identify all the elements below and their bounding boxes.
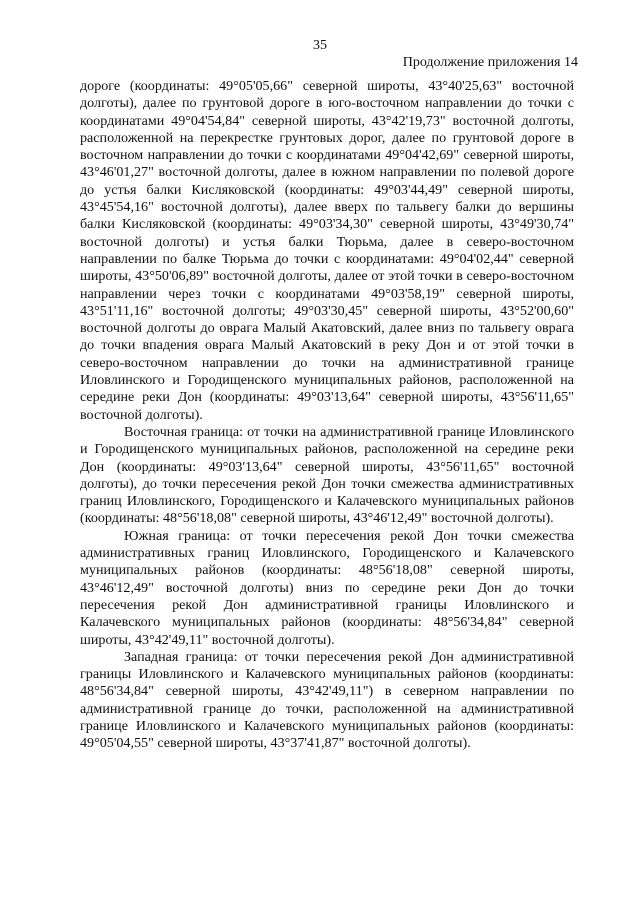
paragraph-eastern-boundary: Восточная граница: от точки на административной границе Иловлинского и Городищенского муниципальных районов, расположенной на середине реки Дон (координаты: 49°03'13,64" северной широты, 43°56'11,65" восточной долготы), до точки пересечения рекой Дон точки смежества административных границ Иловлинского, Городищенского и Калачевского муниципальных районов (координаты: 48°56'18,08" северной широты, 43°46'12,49" восточной долготы). xyxy=(80,423,574,527)
page-number: 35 xyxy=(313,38,327,53)
paragraph-northern-boundary-continuation: дороге (координаты: 49°05'05,66" северной широты, 43°40'25,63" восточной долготы), далее по грунтовой дороге в юго-восточном направлении до точки с координатами 49°04'54,84" северной широты, 43°42'19,73" восточной долготы, расположенной на перекрестке грунтовых дорог, далее по грунтовой дороге в восточном направлении до точки с координатами 49°04'42,69" северной широты, 43°46'01,27" восточной долготы, далее в южном направлении по полевой дороге до устья балки Кисляковской (координаты: 49°03'44,49" северной широты, 43°45'54,16" восточной долготы), далее вверх по тальвегу балки до вершины балки Кисляковской (координаты: 49°03'34,30" северной широты, 43°49'30,74" восточной долготы) и устья балки Тюрьма, далее в северо-восточном направлении по балке Тюрьма до точки с координатами: 49°04'02,44" северной широты, 43°50'06,89" восточной долготы, далее от этой точки в северо-восточном направлении через точки с координатами 49°03'58,19" северной широты, 43°51'11,16" восточной долготы; 49°03'30,45" северной широты, 43°52'00,60" восточной долготы до оврага Малый Акатовский, далее вниз по тальвегу оврага до точки впадения оврага Малый Акатовский в реку Дон и от этой точки в северо-восточном направлении до точки на административной границе Иловлинского и Городищенского муниципальных районов, расположенной на середине реки Дон (координаты: 49°03'13,64" северной широты, 43°56'11,65" восточной долготы). xyxy=(80,78,574,423)
paragraph-western-boundary: Западная граница: от точки пересечения рекой Дон административной границы Иловлинского и Калачевского муниципальных районов (координаты: 48°56'34,84" северной широты, 43°42'49,11") в северном направлении по административной границе до точки, расположенной на административной границе Иловлинского и Калачевского муниципальных районов (координаты: 49°05'04,55" северной широты, 43°37'41,87" восточной долготы). xyxy=(80,648,574,752)
appendix-continuation-label: Продолжение приложения 14 xyxy=(402,55,578,70)
document-body xyxy=(80,78,574,753)
paragraph-southern-boundary: Южная граница: от точки пересечения рекой Дон точки смежества административных границ Иловлинского, Городищенского и Калачевского муниципальных районов (координаты: 48°56'18,08" северной широты, 43°46'12,49" восточной долготы) вниз по середине реки Дон до точки пересечения рекой Дон административной границы Иловлинского и Калачевского муниципальных районов (координаты: 48°56'34,84" северной широты, 43°42'49,11" восточной долготы). xyxy=(80,527,574,648)
